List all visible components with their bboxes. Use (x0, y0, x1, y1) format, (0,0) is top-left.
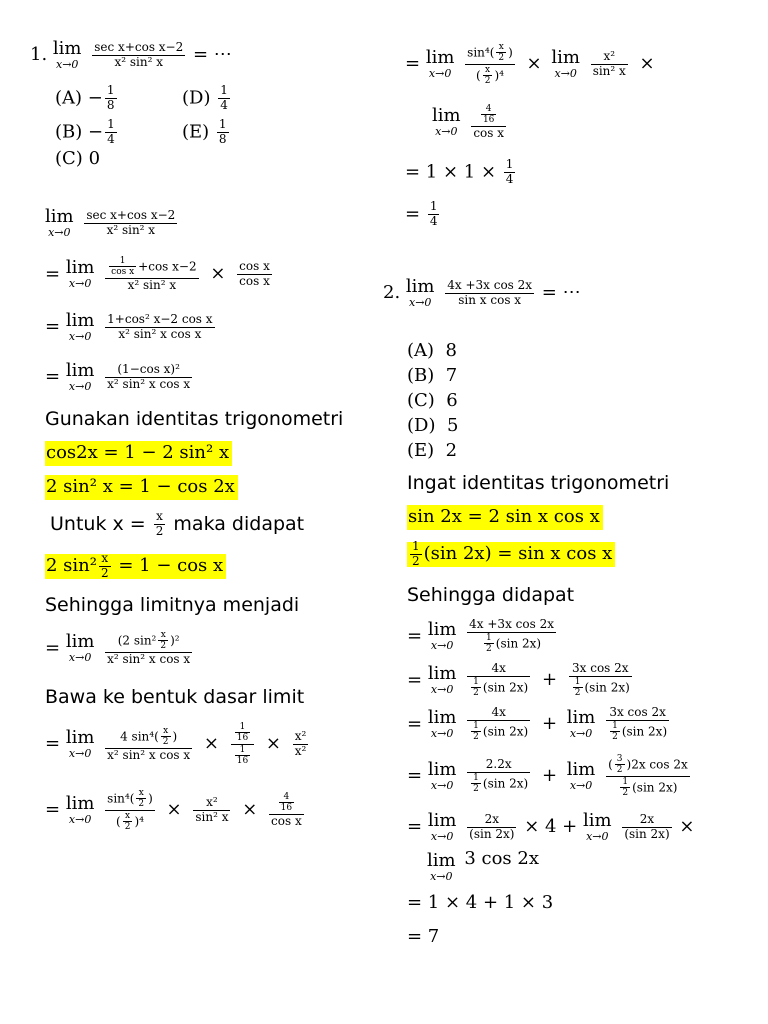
p1-step-4: = lim x→0 $\frac{\text{(1−cos x)²}}{\text{x² sin² x cos x}}$ (45, 360, 191, 393)
p1-highlight-identity-1: cos2x = 1 − 2 sin² x (45, 444, 232, 462)
p2-option-e: (E) 2 (407, 440, 458, 461)
p1-bawa-text: Bawa ke bentuk dasar limit (45, 686, 305, 708)
p1-step-6: = lim x→0 4 sin⁴( $\frac{x}{2}$ ) x² sin² x cos x × $\frac{\frac{1}{16}}{\frac{1}{16}}$ × $\frac{\text{x²}}{\text{x²}}$ (45, 722, 307, 767)
p1-final-answer: = $\frac{1}{4}$ (405, 199, 438, 228)
p2-step-6: = 1 × 4 + 1 × 3 (407, 892, 554, 913)
p2-final-answer: = 7 (407, 926, 440, 947)
option-d: (D) $\frac{1}{4}$ (182, 83, 228, 112)
problem2-question: 2. lim x→0 $\frac{\text{4x +3x cos 2x}}{\text{sin x cos x}}$ = ⋯ (383, 276, 581, 309)
p1-untuk-line: Untuk x = $\frac{x}{2}$ maka didapat (50, 509, 305, 538)
p1-step-1: lim x→0 $\frac{\text{sec x+cos x−2}}{\text{x² sin² x}}$ (45, 206, 176, 239)
p1-sehingga-text: Sehingga limitnya menjadi (45, 594, 300, 616)
p1-step-3: = lim x→0 $\frac{\text{1+cos² x−2 cos x}}{\text{x² sin² x cos x}}$ (45, 310, 213, 343)
option-c: (C) 0 (55, 148, 101, 169)
p2-option-d: (D) 5 (407, 415, 459, 436)
p1-highlight-identity-2: 2 sin² x = 1 − cos 2x (45, 478, 238, 496)
question-rhs: = ⋯ (192, 44, 232, 65)
question-fraction: $\frac{\text{sec x+cos x−2}}{\text{x² sin² x}}$ (94, 39, 184, 69)
p2-option-b: (B) 7 (407, 365, 458, 386)
p2-highlight-identity-1: sin 2x = 2 sin x cos x (407, 508, 603, 526)
p1-result-3: = 1 × 1 × $\frac{1}{4}$ (405, 157, 514, 186)
p1-highlight-identity-3: 2 sin² $\frac{x}{2}$ = 1 − cos x (45, 552, 226, 581)
option-e: (E) $\frac{1}{8}$ (182, 117, 227, 146)
p2-step-4: = lim x→0 2.2x $\frac{1}{2}$ (sin 2x) + lim x→0 ( $\frac{3}{2}$ )2x cos 2x $\frac{1}{2}$ (sin 2x) (407, 754, 688, 799)
problem1-number: 1. (30, 44, 48, 65)
p2-step-3: = lim x→0 4x $\frac{1}{2}$ (sin 2x) + lim x→0 3x cos 2x $\frac{1}{2}$ (sin 2x) (407, 705, 668, 743)
p2-step-5-cont: lim x→0 3 cos 2x (427, 848, 539, 883)
problem2-number: 2. (383, 282, 401, 303)
problem1-question (30, 40, 232, 70)
p1-step-2: = lim x→0 $\frac{1}{\text{cos x}}$ +cos x−2 x² sin² x × $\frac{\text{cos x}}{\text{cos x}}$ (45, 256, 270, 292)
p1-result-1: = lim x→0 sin⁴( $\frac{x}{2}$ ) ( $\frac{x}{2}$ )⁴ × lim x→0 $\frac{\text{x²}}{\text{sin² x}}$ × (405, 42, 655, 87)
p2-ingat-text: Ingat identitas trigonometri (407, 472, 670, 494)
limit-operator: lim x→0 (52, 38, 82, 71)
p1-step-7: = lim x→0 sin⁴( $\frac{x}{2}$ ) ( $\frac{x}{2}$ )⁴ × $\frac{\text{x²}}{\text{sin² x}}$ × $\frac{\frac{4}{16}}{\text{cos x}}$ (45, 788, 302, 833)
p1-result-2: lim x→0 $\frac{\frac{4}{16}}{\text{cos x}}$ (432, 104, 505, 140)
p2-step-1: = lim x→0 4x +3x cos 2x $\frac{1}{2}$ (sin 2x) (407, 617, 554, 655)
p1-identity-text: Gunakan identitas trigonometri (45, 408, 344, 430)
p2-step-2: = lim x→0 4x $\frac{1}{2}$ (sin 2x) + 3x cos 2x $\frac{1}{2}$ (sin 2x) (407, 661, 630, 699)
p2-option-c: (C) 6 (407, 390, 458, 411)
p1-step-5: = lim x→0 (2 sin² $\frac{x}{2}$ )² x² sin² x cos x (45, 630, 191, 666)
p2-highlight-identity-2: $\frac{1}{2}$ (sin 2x) = sin x cos x (407, 540, 615, 569)
option-a: (A) − $\frac{1}{8}$ (55, 83, 115, 112)
p2-step-5: = lim x→0 $\frac{2x}{(\sin 2x)}$ × 4 + lim x→0 $\frac{2x}{(\sin 2x)}$ × (407, 810, 695, 843)
p2-sehingga-text: Sehingga didapat (407, 584, 575, 606)
option-b: (B) − $\frac{1}{4}$ (55, 117, 115, 146)
p2-option-a: (A) 8 (407, 340, 457, 361)
